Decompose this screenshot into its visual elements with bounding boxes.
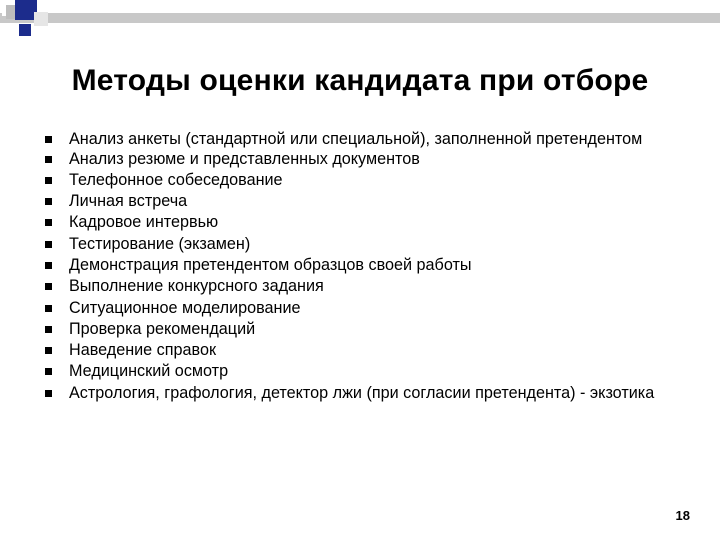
list-item-text: Медицинский осмотр bbox=[69, 362, 229, 381]
square-bullet-icon bbox=[45, 156, 52, 163]
list-item bbox=[45, 385, 685, 402]
list-item-text: Тестирование (экзамен) bbox=[69, 234, 251, 253]
list-item-text: Астрология, графология, детектор лжи (при согласии претендента) - экзотика bbox=[69, 383, 655, 402]
square-bullet-icon bbox=[45, 390, 52, 397]
square-bullet-icon bbox=[45, 368, 52, 375]
header-decoration bbox=[0, 0, 720, 40]
bullet-list bbox=[45, 131, 685, 404]
list-item-text: Демонстрация претендентом образцов своей работы bbox=[69, 255, 472, 274]
list-item bbox=[45, 278, 685, 295]
list-item-text: Наведение справок bbox=[69, 341, 217, 360]
slide-title: Методы оценки кандидата при отборе bbox=[71, 64, 649, 97]
square-bullet-icon bbox=[45, 136, 52, 143]
header-blue-square bbox=[15, 0, 37, 20]
list-item-text: Проверка рекомендаций bbox=[69, 319, 256, 338]
square-bullet-icon bbox=[45, 198, 52, 205]
header-gray-bar bbox=[0, 13, 720, 23]
list-item bbox=[45, 172, 685, 189]
list-item bbox=[45, 300, 685, 317]
list-item bbox=[45, 214, 685, 231]
square-bullet-icon bbox=[45, 326, 52, 333]
square-bullet-icon bbox=[45, 262, 52, 269]
list-item-text: Анализ анкеты (стандартной или специальной), заполненной претендентом bbox=[69, 130, 643, 148]
list-item bbox=[45, 363, 685, 380]
square-bullet-icon bbox=[45, 241, 52, 248]
list-item-text: Кадровое интервью bbox=[69, 213, 219, 232]
list-item bbox=[45, 321, 685, 338]
list-item-text: Выполнение конкурсного задания bbox=[69, 277, 324, 296]
header-small-blue-square bbox=[19, 24, 31, 36]
list-item-text: Телефонное собеседование bbox=[69, 170, 283, 189]
header-light-square bbox=[34, 12, 48, 26]
list-item-text: Анализ резюме и представленных документов bbox=[69, 149, 420, 168]
square-bullet-icon bbox=[45, 177, 52, 184]
list-item-text: Ситуационное моделирование bbox=[69, 298, 301, 317]
list-item-text: Личная встреча bbox=[69, 192, 188, 211]
list-item bbox=[45, 236, 685, 253]
square-bullet-icon bbox=[45, 305, 52, 312]
page-number: 18 bbox=[675, 508, 690, 523]
list-item bbox=[45, 193, 685, 210]
list-item bbox=[45, 151, 685, 168]
square-bullet-icon bbox=[45, 219, 52, 226]
list-item bbox=[45, 342, 685, 359]
list-item bbox=[45, 257, 685, 274]
list-item bbox=[45, 131, 685, 148]
square-bullet-icon bbox=[45, 283, 52, 290]
square-bullet-icon bbox=[45, 347, 52, 354]
